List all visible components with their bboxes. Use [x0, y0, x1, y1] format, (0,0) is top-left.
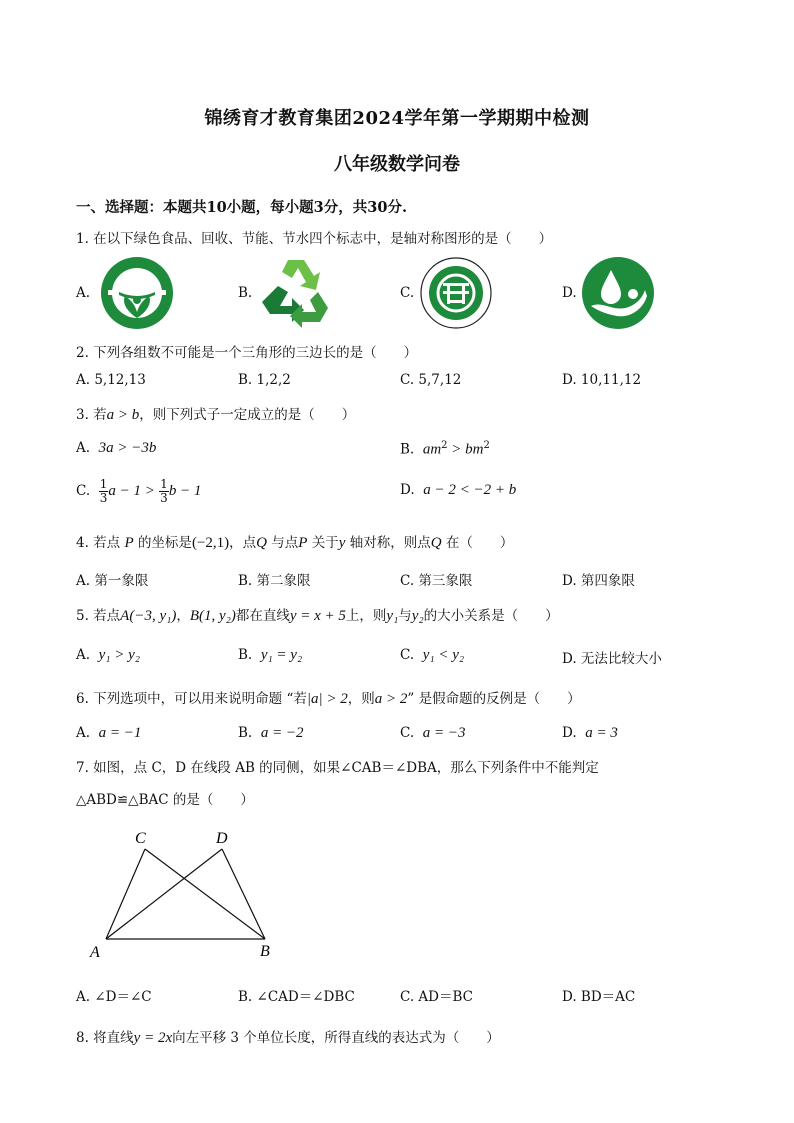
recycle-logo-icon	[258, 256, 334, 328]
exam-title: 锦绣育才教育集团2024学年第一学期期中检测	[204, 108, 590, 129]
q7-option-a: A. ∠D＝∠C	[76, 989, 152, 1005]
q6-option-b: B. a = −2	[238, 725, 304, 741]
q3-option-a: A. 3a > −3b	[76, 440, 157, 456]
q7-triangle-figure	[80, 820, 290, 970]
q1-label-a: A.	[76, 285, 91, 301]
label-point-a: A	[90, 944, 100, 961]
question-2-stem: 2. 下列各组数不可能是一个三角形的三边长的是（ ）	[76, 345, 418, 361]
q6-option-c: C. a = −3	[400, 725, 466, 741]
q7-option-d: D. BD＝AC	[562, 989, 636, 1005]
q5-option-c: C. y₁ < y₂	[400, 647, 465, 663]
question-1-stem: 1. 在以下绿色食品、回收、节能、节水四个标志中，是轴对称图形的是（ ）	[76, 231, 553, 247]
q4-option-b: B. 第二象限	[238, 573, 311, 589]
segment-bd	[222, 849, 265, 939]
label-point-b: B	[260, 943, 270, 960]
question-7-stem-line1: 7. 如图，点 C，D 在线段 AB 的同侧，如果∠CAB＝∠DBA，那么下列条件中不能判定	[76, 760, 599, 776]
q2-option-d: D. 10,11,12	[562, 372, 642, 388]
label-point-c: C	[135, 830, 146, 847]
q1-label-c: C.	[400, 285, 415, 301]
green-food-logo-icon	[100, 256, 174, 330]
energy-saving-logo-icon	[419, 256, 493, 330]
question-7-stem-line2: △ABD≌△BAC 的是（ ）	[76, 792, 254, 808]
q7-option-c: C. AD＝BC	[400, 989, 474, 1005]
segment-ac	[106, 849, 145, 939]
q7-option-b: B. ∠CAD＝∠DBC	[238, 989, 355, 1005]
fraction-one-third: $\frac{1}{3}$	[99, 477, 108, 505]
q3-option-c: C. $\frac{1}{3}$ a − 1 > $\frac{1}{3}$ b − 1	[76, 477, 202, 505]
q3-option-b: B. $am^2 > bm^2$	[400, 440, 490, 458]
question-8-stem: 8. 将直线y = 2x向左平移 3 个单位长度，所得直线的表达式为（ ）	[76, 1030, 500, 1046]
q2-option-b: B. 1,2,2	[238, 372, 291, 388]
q5-option-d: D. 无法比较大小	[562, 651, 662, 667]
q4-option-c: C. 第三象限	[400, 573, 473, 589]
q5-option-a: A. y₁ > y₂	[76, 647, 141, 663]
q6-option-a: A. a = −1	[76, 725, 142, 741]
question-3-stem: 3. 若a > b，则下列式子一定成立的是（ ）	[76, 407, 356, 423]
q2-option-c: C. 5,7,12	[400, 372, 462, 388]
q5-option-b: B. y₁ = y₂	[238, 647, 303, 663]
q1-label-b: B.	[238, 285, 253, 301]
q4-option-a: A. 第一象限	[76, 573, 149, 589]
question-4-stem: 4. 若点 P 的坐标是(−2,1)，点Q 与点P 关于y 轴对称，则点Q 在（ ）	[76, 535, 514, 551]
question-6-stem: 6. 下列选项中，可以用来说明命题 “若|a| > 2，则a > 2” 是假命题的反例是（ ）	[76, 691, 581, 707]
q3-option-d: D. a − 2 < −2 + b	[400, 482, 517, 498]
section-heading: 一、选择题：本题共10小题，每小题3分，共30分.	[76, 199, 407, 216]
q1-label-d: D.	[562, 285, 577, 301]
q4-option-d: D. 第四象限	[562, 573, 635, 589]
question-5-stem: 5. 若点A(−3, y₁)，B(1, y₂)都在直线y = x + 5上，则y₁与y₂的大小关系是（ ）	[76, 608, 559, 624]
q3-condition: a > b	[106, 407, 140, 423]
water-saving-logo-icon	[581, 256, 655, 330]
fraction-one-third: $\frac{1}{3}$	[160, 477, 168, 505]
q6-option-d: D. a = 3	[562, 725, 618, 741]
label-point-d: D	[216, 830, 228, 847]
q2-option-a: A. 5,12,13	[76, 372, 146, 388]
exam-subtitle: 八年级数学问卷	[334, 154, 460, 175]
